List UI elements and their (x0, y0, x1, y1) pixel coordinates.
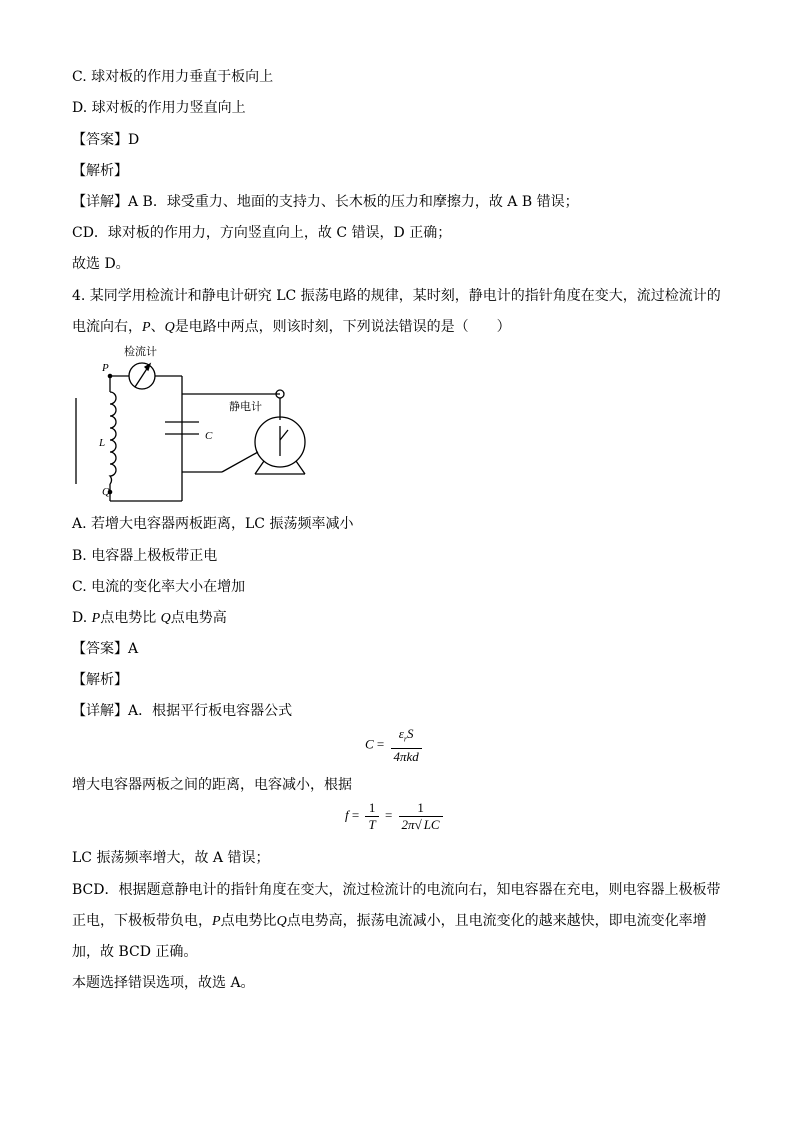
formula2-frac1 (365, 800, 378, 833)
stem-end: 是电路中两点，则该时刻，下列说法错误的是（ ） (174, 319, 511, 335)
option-c: C. 电流的变化率大小在增加 (72, 579, 246, 595)
point-p: P (212, 914, 221, 929)
point-p: P (142, 320, 151, 335)
point-p: P (91, 611, 101, 626)
formula2-eq2: = (384, 807, 393, 823)
label-l: L (99, 437, 106, 449)
formula2-lhs: f (345, 807, 349, 823)
option-d-letter: D. (72, 610, 88, 626)
question-4-stem: 4. 某同学用检流计和静电计研究 LC 振荡电路的规律，某时刻，静电计的指针角度在变大，流过检流计的 (72, 288, 721, 304)
formula2-num1: 1 (365, 800, 378, 817)
point-q: Q (160, 611, 171, 626)
formula-denominator: 4πkd (393, 748, 419, 764)
formula-eq: = (376, 736, 385, 752)
detail-text-2: CD．球对板的作用力，方向竖直向上，故 C 错误，D 正确； (72, 225, 452, 241)
formula2-sqrt: LC (423, 817, 440, 832)
formula2-den2: 2π√ LC (401, 817, 440, 832)
answer-label: 【答案】D (72, 132, 140, 148)
detail-text: 【详解】A B．球受重力、地面的支持力、长木板的压力和摩擦力，故 A B 错误； (72, 194, 579, 210)
lc-conclusion: LC 振荡频率增大，故 A 错误； (72, 850, 270, 866)
answer-label-2: 【答案】A (72, 641, 139, 657)
formula-numerator: $\varepsilon_rS$ (391, 726, 422, 749)
analysis-label: 【解析】 (72, 163, 128, 179)
final-conclusion: 本题选择错误选项，故选 A。 (72, 975, 255, 991)
question-4-stem-2 (72, 318, 511, 337)
bcd2-e: 点电势高，振荡电流减小，且电流变化的越来越快，即电流变化率增 (286, 913, 707, 929)
formula-fraction (391, 726, 422, 765)
point-q: Q (164, 320, 175, 335)
formula2-frac2 (399, 800, 443, 833)
bcd-text-3: 加，故 BCD 正确。 (72, 944, 198, 960)
line-c-option: C. 球对板的作用力垂直于板向上 (72, 69, 274, 85)
option-d-mid: 点电势比 (100, 610, 157, 626)
option-d (72, 609, 227, 628)
detail-a: 【详解】A．根据平行板电容器公式 (72, 703, 293, 719)
label-c: C (205, 430, 213, 442)
line-d-option: D. 球对板的作用力竖直向上 (72, 100, 246, 116)
label-p: P (102, 362, 109, 374)
option-d-end: 点电势高 (170, 610, 227, 626)
bcd2-c: 点电势比 (220, 913, 277, 929)
electrometer-label: 静电计 (229, 400, 262, 413)
lc-circuit-diagram (62, 340, 322, 505)
analysis-label-2: 【解析】 (72, 672, 128, 688)
capacitance-formula (365, 726, 425, 765)
galvanometer-label: 检流计 (124, 345, 157, 358)
formula2-eq1: = (351, 807, 360, 823)
bcd-text-1: BCD．根据题意静电计的指针角度在变大，流过检流计的电流向右，知电容器在充电，则电容器上极板带 (72, 882, 721, 898)
formula2-den2-pre: 2π (401, 817, 415, 832)
option-a: A. 若增大电容器两板距离，LC 振荡频率减小 (72, 516, 354, 532)
stem-sep: 、 (150, 319, 165, 335)
conclusion-text: 故选 D。 (72, 256, 130, 272)
after-formula-text: 增大电容器两板之间的距离，电容减小，根据 (72, 777, 352, 793)
bcd-text-2 (72, 912, 707, 931)
frequency-formula (345, 800, 446, 833)
option-b: B. 电容器上极板带正电 (72, 548, 218, 564)
point-q: Q (276, 914, 287, 929)
formula2-num2: 1 (399, 800, 443, 817)
formula2-den1: T (368, 817, 376, 832)
stem-part: 电流向右， (72, 319, 142, 335)
formula-lhs: C (365, 736, 374, 752)
label-q: Q (102, 486, 110, 498)
bcd2-a: 正电，下极板带负电， (72, 913, 212, 929)
